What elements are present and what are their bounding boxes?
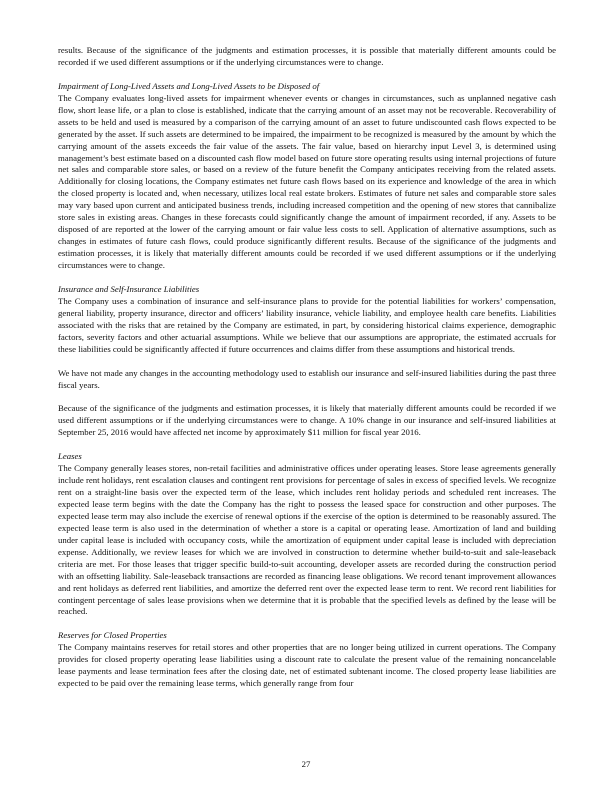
reserves-paragraph: The Company maintains reserves for retail stores and other properties that are no longer being utilized in current operations. The Company provides for closed property operating lease liabilities using a discount rate to calculate the present value of the remaining noncancelable lease payments and lease termination fees after the closing date, net of estimated subtenant income. The closed property lease liabilities are expected to be paid over the remaining lease terms, which generally range from four (58, 642, 556, 689)
spacer (58, 618, 556, 630)
impairment-heading: Impairment of Long-Lived Assets and Long-Lived Assets to be Disposed of (58, 80, 320, 91)
insurance-methodology-paragraph: We have not made any changes in the accounting methodology used to establish our insurance and self-insured liabilities during the past three fiscal years. (58, 367, 556, 390)
spacer (58, 391, 556, 403)
page-number: 27 (301, 759, 311, 769)
insurance-heading: Insurance and Self-Insurance Liabilities (58, 283, 200, 294)
insurance-sensitivity-paragraph: Because of the significance of the judgments and estimation processes, it is likely that materially different amounts could be recorded if we used different assumptions or if the underlying circumstances were to change. A 10% change in our insurance and self-insured liabilities at September 25, 2016 would have affected net income by approximately $11 million for fiscal year 2016. (58, 403, 556, 438)
document-page (58, 45, 556, 690)
impairment-paragraph: The Company evaluates long-lived assets for impairment whenever events or changes in circumstances, such as unplanned negative cash flow, short lease life, or a plan to close is established, indicate that the carrying amount of an asset may not be recoverable. Recoverability of assets to be held and used is measured by a comparison of the carrying amount of an asset to future undiscounted cash flows expected to be generated by the asset. If such assets are determined to be impaired, the impairment to be recognized is measured by the amount by which the carrying amount of the assets exceeds the fair value of the assets. The fair value, based on hierarchy input Level 3, is determined using management’s best estimate based on a discounted cash flow model based on future store operating results using internal projections of future net sales and comparable store sales, or based on a review of the future benefit the Company anticipates receiving from the related assets. Additionally for closing locations, the Company estimates net future cash flows based on its experience and knowledge of the area in which the closed property is located and, when necessary, utilizes local real estate brokers. Estimates of future net sales and comparable store sales may vary based upon current and anticipated business trends, including increased competition and the opening of new stores that cannibalize store sales in existing areas. Changes in these forecasts could significantly change the amount of impairment recorded, if any. Assets to be disposed of are reported at the lower of the carrying amount or fair value less costs to sell. Application of alternative assumptions, such as changes in estimates of future cash flows, could produce significantly different results. Because of the significance of the judgments and estimation processes, it is likely that materially different amounts could be recorded if we used different assumptions or if the underlying circumstances were to change. (58, 92, 556, 271)
leases-heading: Leases (58, 451, 82, 462)
intro-paragraph: results. Because of the significance of the judgments and estimation processes, it is possible that materially different amounts could be recorded if we used different assumptions or if the underlying circumstances were to change. (58, 45, 556, 67)
spacer (58, 439, 556, 451)
insurance-paragraph: The Company uses a combination of insurance and self-insurance plans to provide for the potential liabilities for workers’ compensation, general liability, property insurance, director and officers’ liability insurance, vehicle liability, and employee health care benefits. Liabilities associated with the risks that are retained by the Company are estimated, in part, by considering historical claims experience, demographic factors, severity factors and other actuarial assumptions. While we believe that our assumptions are appropriate, the estimated accruals for these liabilities could be significantly affected if future occurrences and claims differ from these assumptions and historical trends. (58, 295, 556, 354)
leases-paragraph: The Company generally leases stores, non-retail facilities and administrative offices under operating leases. Store lease agreements generally include rent holidays, rent escalation clauses and contingent rent provisions for percentage of sales in excess of specified levels. We recognize rent on a straight-line basis over the expected term of the lease, which includes rent holiday periods and scheduled rent increases. The expected lease term begins with the date the Company has the right to possess the leased space for construction and other purposes. The expected lease term may also include the exercise of renewal options if the exercise of the option is determined to be reasonably assured. The expected lease term is also used in the determination of whether a store is a capital or operating lease. Amortization of land and building under capital lease is included with occupancy costs, while the amortization of equipment under capital lease is included with depreciation expense. Additionally, we review leases for which we are involved in construction to determine whether build-to-suit and sale-leaseback criteria are met. For those leases that trigger specific build-to-suit accounting, developer assets are recorded during the construction period with an offsetting liability. Sale-leaseback transactions are recorded as financing lease obligations. We record tenant improvement allowances and rent holidays as deferred rent liabilities, and amortize the deferred rent over the expected lease term to rent. We record rent liabilities for contingent percentage of sales lease provisions when we determine that it is probable that the specified levels as defined by the lease will be reached. (58, 463, 556, 617)
reserves-heading: Reserves for Closed Properties (58, 630, 167, 641)
spacer (58, 272, 556, 284)
spacer (58, 356, 556, 368)
spacer (58, 69, 556, 81)
